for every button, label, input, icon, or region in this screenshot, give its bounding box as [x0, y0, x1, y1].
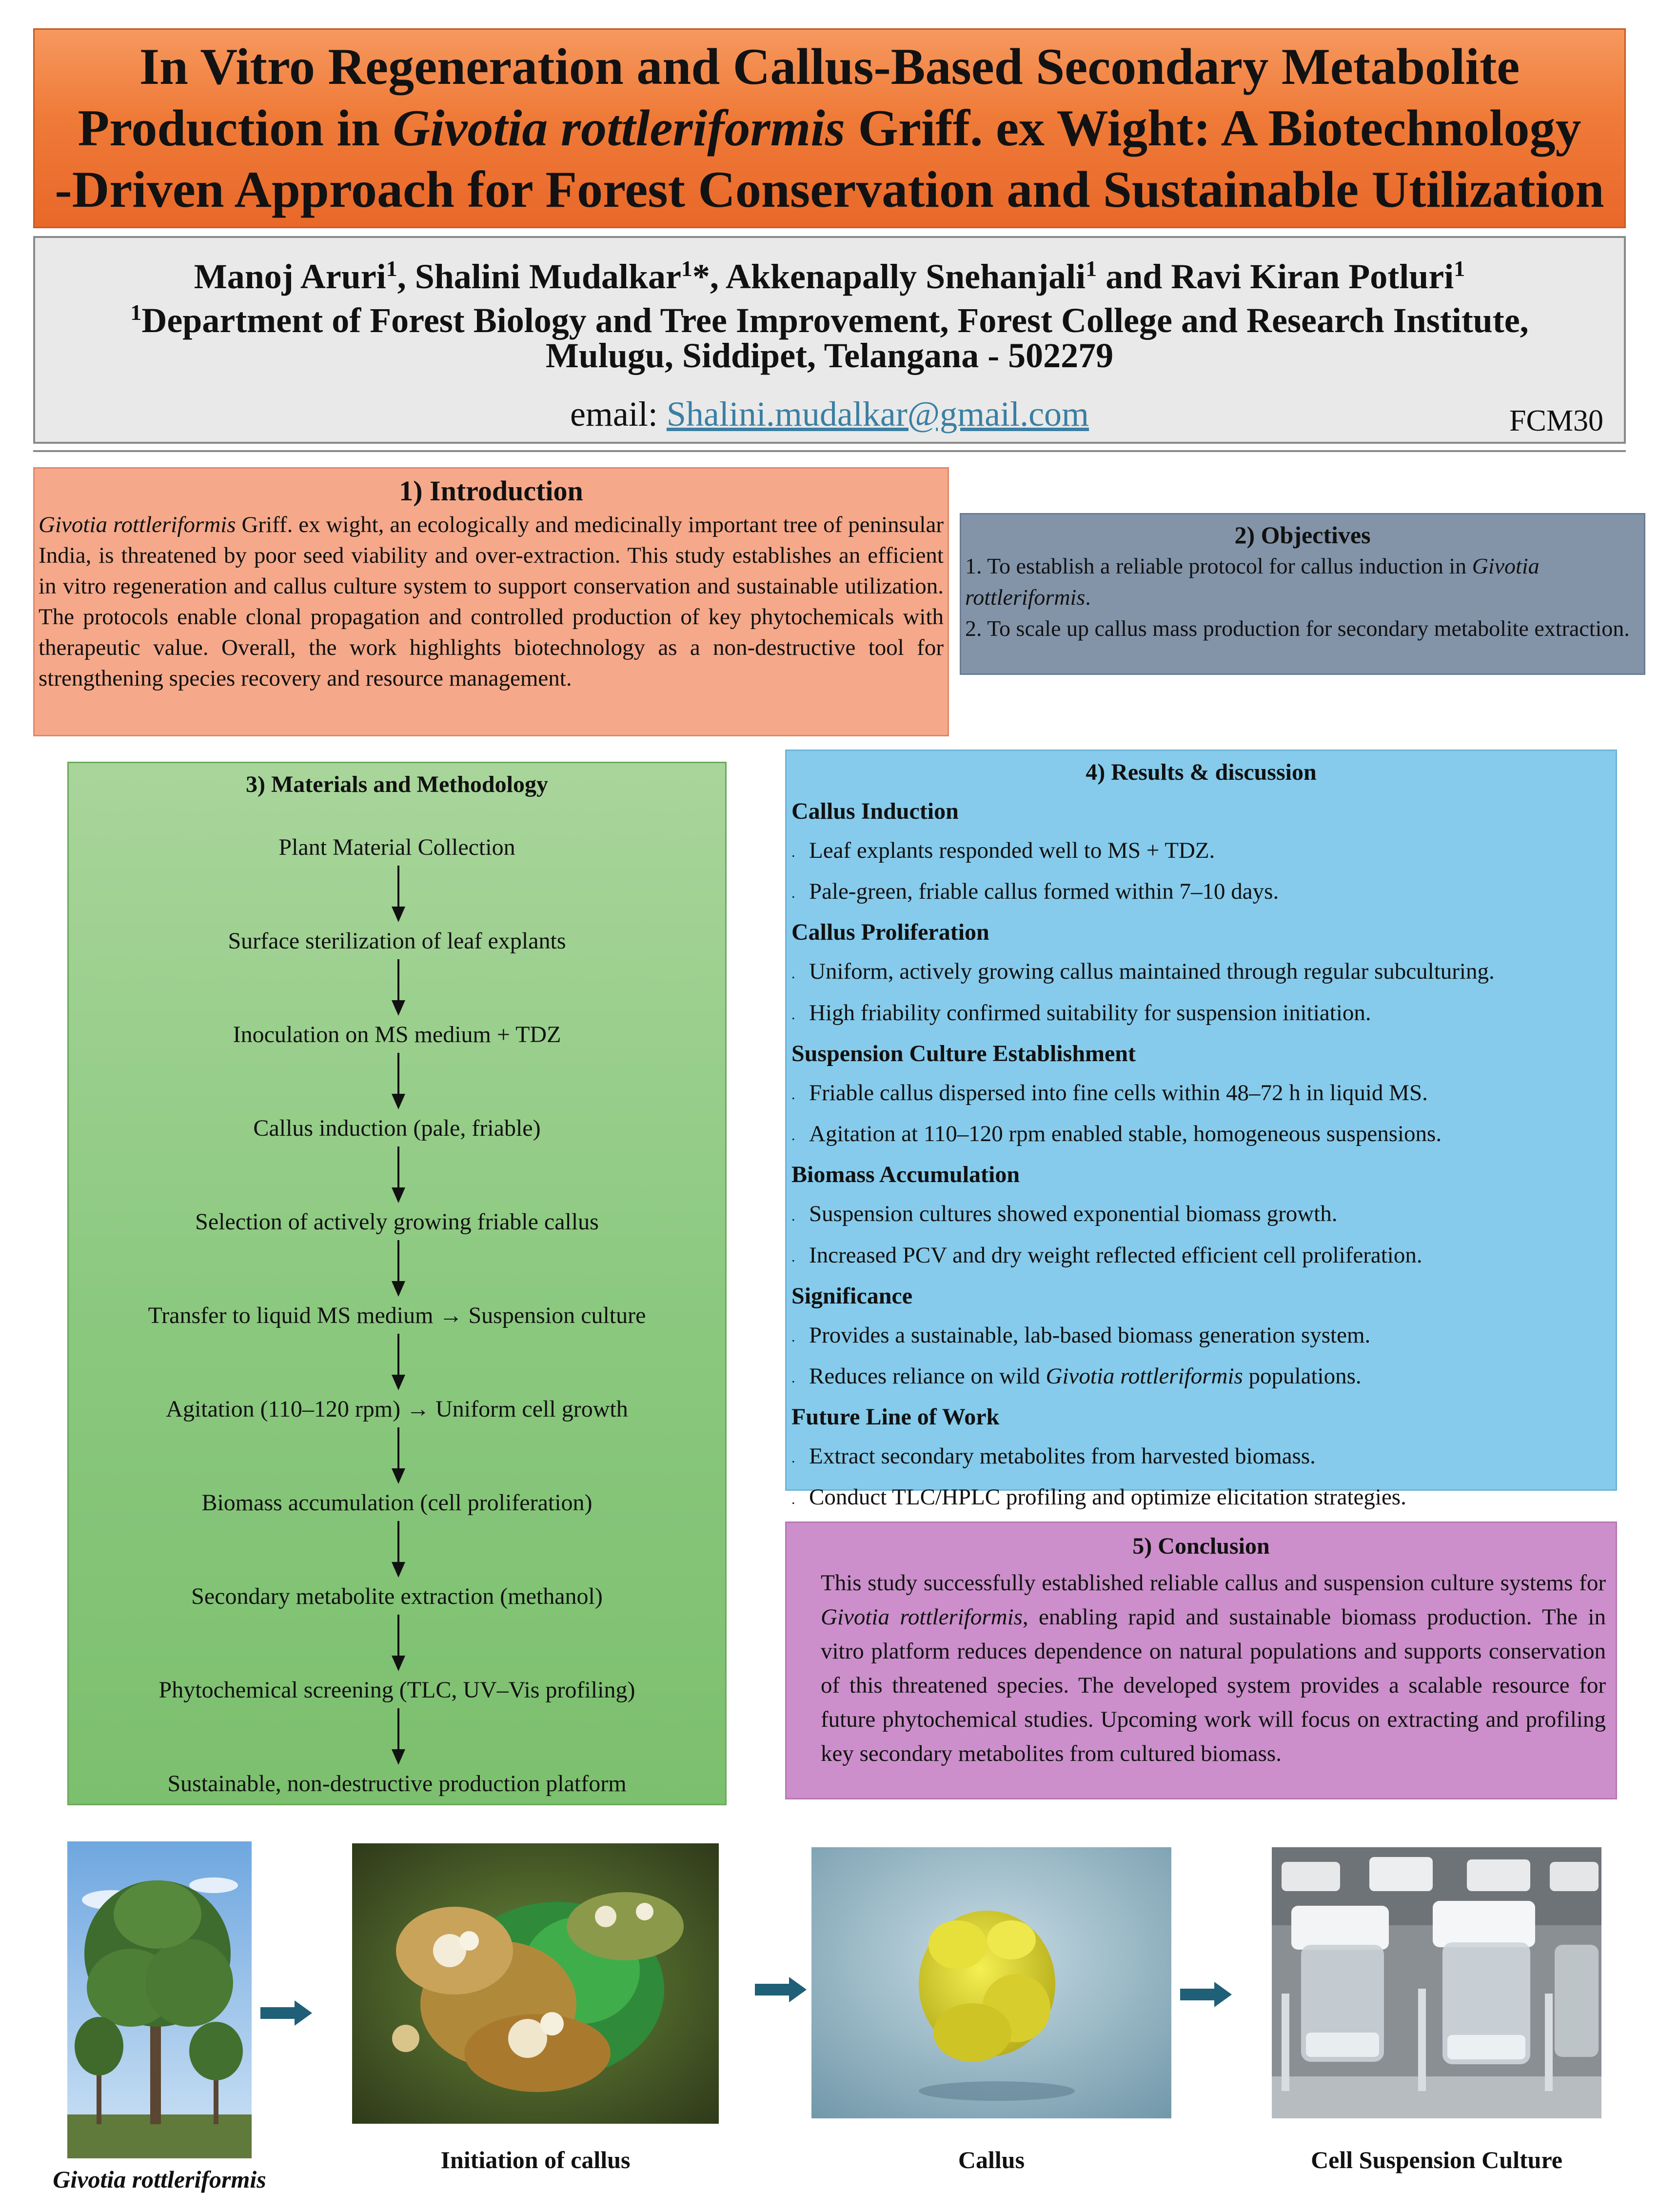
tree-illustration [67, 1841, 252, 2158]
conclusion-text [787, 1566, 1616, 1771]
intro-species: Givotia rottleriformis [39, 512, 236, 537]
title-line-2-prefix: Production in [78, 99, 393, 157]
bullet-icon: . [791, 1086, 795, 1103]
result-item [791, 1478, 1611, 1519]
author-block [33, 236, 1626, 444]
arrow-down-icon [392, 1519, 405, 1581]
poster-code: FCM30 [1509, 404, 1603, 437]
title-line-2-suffix: Griff. ex Wight: A Biotechnology [845, 99, 1581, 157]
result-text: Friable callus dispersed into fine cells within 48–72 h in liquid MS. [809, 1080, 1428, 1106]
flow-step: Transfer to liquid MS medium → Suspension culture [148, 1303, 646, 1328]
introduction-section [33, 467, 949, 736]
affil-marker: 1 [130, 300, 142, 325]
affiliation-text-1: Department of Forest Biology and Tree Improvement, Forest College and Research Institute, [141, 301, 1529, 340]
result-item [791, 1194, 1611, 1235]
result-text: Uniform, actively growing callus maintained through regular subculturing. [809, 959, 1495, 985]
bullet-icon: . [791, 1450, 795, 1466]
results-heading-callus-proliferation: Callus Proliferation [791, 919, 989, 946]
objective-1-text: 1. To establish a reliable protocol for callus induction in [965, 553, 1472, 578]
suspension-caption: Cell Suspension Culture [1311, 2146, 1562, 2173]
result-text: Agitation at 110–120 rpm enabled stable, homogeneous suspensions. [809, 1121, 1442, 1147]
affiliation-line-2: Mulugu, Siddipet, Telangana - 502279 [545, 336, 1114, 375]
arrow-down-icon [392, 1332, 405, 1394]
tree-caption: Givotia rottleriformis [53, 2166, 266, 2193]
result-item [791, 993, 1611, 1034]
bullet-icon: . [791, 1328, 795, 1345]
result-text: Conduct TLC/HPLC profiling and optimize elicitation strategies. [809, 1484, 1406, 1510]
results-heading-future-work: Future Line of Work [791, 1404, 1000, 1430]
results-heading-suspension: Suspension Culture Establishment [791, 1040, 1136, 1066]
bullet-icon: . [791, 1207, 795, 1224]
callus-illustration [811, 1847, 1171, 2118]
arrow-right-icon [1180, 1980, 1234, 2009]
result-item [791, 831, 1611, 872]
affil-marker: 1 [1454, 256, 1465, 281]
email-link[interactable]: Shalini.mudalkar@gmail.com [666, 395, 1089, 434]
introduction-text [39, 510, 944, 694]
header-divider [33, 450, 1626, 452]
result-text: Provides a sustainable, lab-based biomass generation system. [809, 1322, 1371, 1348]
conclusion-text-end: , enabling rapid and sustainable biomass production. The in vitro platform reduces dependence on natural populations and supports conservation of this threatened species. The developed system provides a scalable resource for future phytochemical studies. Upcoming work will focus on extracting and profiling key secondary metabolites from cultured biomass. [821, 1604, 1606, 1766]
conclusion-section [785, 1521, 1617, 1799]
callus-initiation-photo [352, 1843, 719, 2124]
objectives-section [960, 513, 1645, 675]
result-text: Leaf explants responded well to MS + TDZ. [809, 838, 1215, 863]
author-1: Manoj Aruri [194, 257, 386, 296]
flow-step: Callus induction (pale, friable) [253, 1115, 541, 1141]
arrow-down-icon [392, 1051, 405, 1113]
result-item [791, 1114, 1611, 1155]
poster-title-banner [33, 28, 1626, 228]
author-3: *, Akkenapally Snehanjali [692, 257, 1086, 296]
introduction-title: 1) Introduction [399, 475, 583, 507]
tree-photo [67, 1841, 252, 2158]
flow-step: Selection of actively growing friable callus [195, 1209, 599, 1235]
objective-1-species: Givotia rottleriformis [965, 553, 1540, 610]
result-item [791, 1357, 1611, 1398]
conclusion-text-start: This study successfully established reliable callus and suspension culture systems for [821, 1570, 1606, 1596]
flow-step: Secondary metabolite extraction (methanol) [191, 1583, 603, 1609]
author-4: and Ravi Kiran Potluri [1097, 257, 1454, 296]
bullet-icon: . [791, 1006, 795, 1023]
bullet-icon: . [791, 1370, 795, 1386]
affil-marker: 1 [681, 256, 692, 281]
callus-caption: Callus [958, 2146, 1025, 2173]
result-text: Extract secondary metabolites from harvested biomass. [809, 1443, 1316, 1469]
results-heading-callus-induction: Callus Induction [791, 798, 959, 824]
flow-step: Phytochemical screening (TLC, UV–Vis profiling) [158, 1677, 635, 1703]
objective-1-end: . [1085, 585, 1091, 610]
flow-step: Sustainable, non-destructive production platform [167, 1771, 627, 1797]
methodology-section [67, 762, 727, 1805]
bullet-icon: . [791, 1491, 795, 1507]
result-item [791, 1073, 1611, 1114]
objective-2: 2. To scale up callus mass production for secondary metabolite extraction. [965, 616, 1630, 641]
result-species: Givotia rottleriformis [1046, 1363, 1243, 1389]
result-text: Suspension cultures showed exponential biomass growth. [809, 1201, 1338, 1227]
arrow-down-icon [392, 1145, 405, 1207]
flow-step: Plant Material Collection [278, 834, 515, 860]
flow-step: Biomass accumulation (cell proliferation) [201, 1490, 592, 1516]
results-section [785, 750, 1617, 1510]
arrow-right-icon [260, 1998, 314, 2028]
arrow-down-icon [392, 1613, 405, 1675]
result-text-end: populations. [1243, 1363, 1362, 1389]
affil-marker: 1 [386, 256, 397, 281]
result-item [791, 1236, 1611, 1277]
arrow-down-icon [392, 1706, 405, 1769]
results-heading-significance: Significance [791, 1283, 912, 1309]
objectives-title: 2) Objectives [1234, 521, 1371, 549]
conclusion-title: 5) Conclusion [1132, 1533, 1270, 1559]
arrow-down-icon [392, 1425, 405, 1488]
result-item [791, 952, 1611, 993]
arrow-down-icon [392, 1238, 405, 1301]
callus-initiation-illustration [352, 1843, 719, 2124]
result-text: Increased PCV and dry weight reflected efficient cell proliferation. [809, 1242, 1422, 1268]
author-2: , Shalini Mudalkar [397, 257, 681, 296]
flow-step: Agitation (110–120 rpm) → Uniform cell growth [166, 1396, 628, 1422]
bullet-icon: . [791, 885, 795, 902]
arrow-right-icon [755, 1975, 809, 2004]
flow-step: Surface sterilization of leaf explants [228, 928, 566, 954]
bullet-icon: . [791, 1127, 795, 1144]
email-line [35, 394, 1624, 434]
objective-1 [965, 551, 1640, 613]
bullet-icon: . [791, 844, 795, 861]
suspension-culture-illustration [1272, 1847, 1601, 2118]
affil-marker: 1 [1086, 256, 1097, 281]
result-text: Pale-green, friable callus formed within 7–10 days. [809, 879, 1279, 905]
results-heading-biomass: Biomass Accumulation [791, 1162, 1020, 1188]
suspension-culture-photo [1272, 1847, 1601, 2118]
intro-body: Griff. ex wight, an ecologically and medicinally important tree of peninsular India, is threatened by poor seed viability and over-extraction. This study establishes an efficient in vitro regeneration and callus culture system to support conservation and sustainable utilization. The protocols enable clonal propagation and controlled production of key phytochemicals with therapeutic value. Overall, the work highlights biotechnology as a non-destructive tool for strengthening species recovery and resource management. [39, 512, 944, 691]
title-line-3: -Driven Approach for Forest Conservation and Sustainable Utilization [55, 161, 1604, 218]
title-line-1: In Vitro Regeneration and Callus-Based Secondary Metabolite [139, 38, 1520, 95]
arrow-down-icon [392, 957, 405, 1020]
bullet-icon: . [791, 965, 795, 982]
email-label: email: [570, 395, 667, 434]
title-line-2 [78, 98, 1581, 159]
callus-photo [811, 1847, 1171, 2118]
results-title: 4) Results & discussion [1086, 759, 1317, 785]
result-text: High friability confirmed suitability for suspension initiation. [809, 1000, 1371, 1026]
arrow-down-icon [392, 864, 405, 926]
title-species: Givotia rottleriformis [393, 99, 845, 157]
result-item [791, 1437, 1611, 1478]
result-text: Reduces reliance on wild [809, 1363, 1046, 1389]
result-item [791, 1316, 1611, 1357]
result-item [791, 872, 1611, 913]
initiation-caption: Initiation of callus [440, 2146, 631, 2173]
bullet-icon: . [791, 1248, 795, 1265]
methodology-title: 3) Materials and Methodology [246, 771, 548, 797]
flow-step: Inoculation on MS medium + TDZ [233, 1022, 561, 1047]
conclusion-species: Givotia rottleriformis [821, 1604, 1023, 1630]
